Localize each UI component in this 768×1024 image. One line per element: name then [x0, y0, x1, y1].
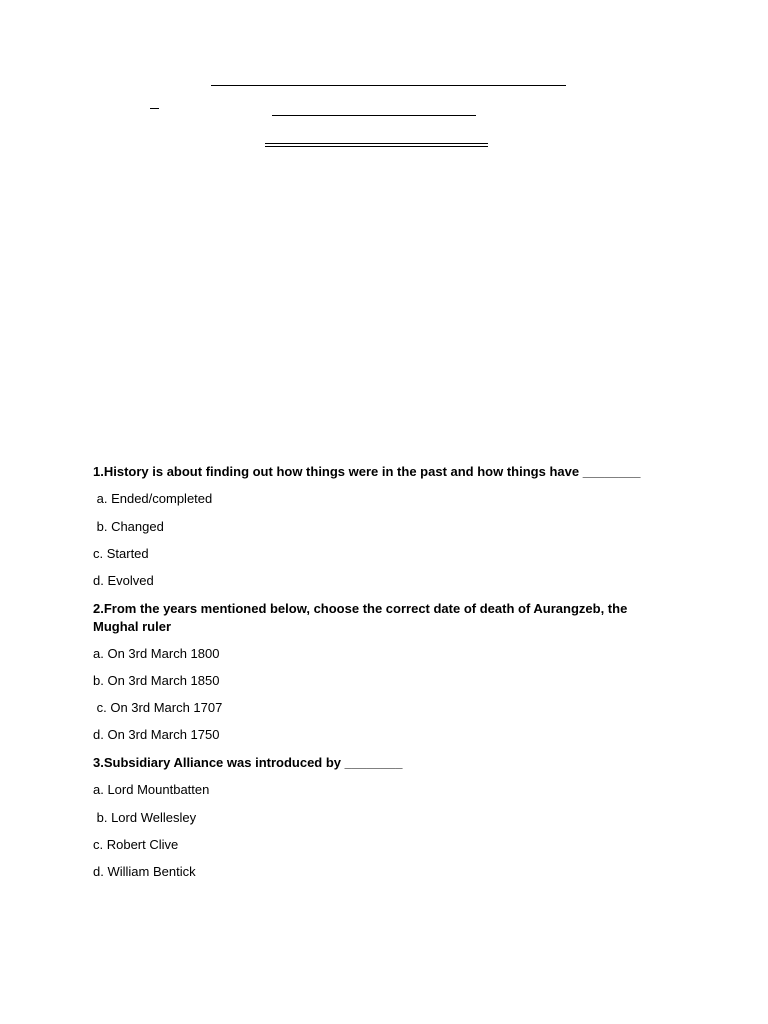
- question-2: 2.From the years mentioned below, choose the correct date of death of Aurangzeb, the Mughal ruler: [93, 601, 628, 634]
- question-3: 3.Subsidiary Alliance was introduced by ________: [93, 755, 403, 770]
- header-rule-middle: [272, 115, 476, 116]
- question-2-option-b: b. On 3rd March 1850: [93, 673, 220, 688]
- question-1-option-b: b. Changed: [93, 519, 164, 534]
- question-2-option-a: a. On 3rd March 1800: [93, 646, 220, 661]
- question-3-option-d: d. William Bentick: [93, 864, 196, 879]
- question-3-option-b: b. Lord Wellesley: [93, 810, 197, 825]
- question-2-option-d: d. On 3rd March 1750: [93, 727, 220, 742]
- header-rule-double-lower: [265, 146, 488, 147]
- question-1: 1.History is about finding out how things were in the past and how things have ________: [93, 464, 641, 479]
- header-rule-top: [211, 85, 566, 86]
- question-3-option-c: c. Robert Clive: [93, 837, 179, 852]
- question-1-option-d: d. Evolved: [93, 573, 154, 588]
- question-1-option-a: a. Ended/completed: [93, 491, 213, 506]
- question-2-option-c: c. On 3rd March 1707: [93, 700, 223, 715]
- question-1-option-c: c. Started: [93, 546, 149, 561]
- header-dash: [150, 108, 159, 109]
- header-rule-double-upper: [265, 143, 488, 144]
- question-3-option-a: a. Lord Mountbatten: [93, 782, 210, 797]
